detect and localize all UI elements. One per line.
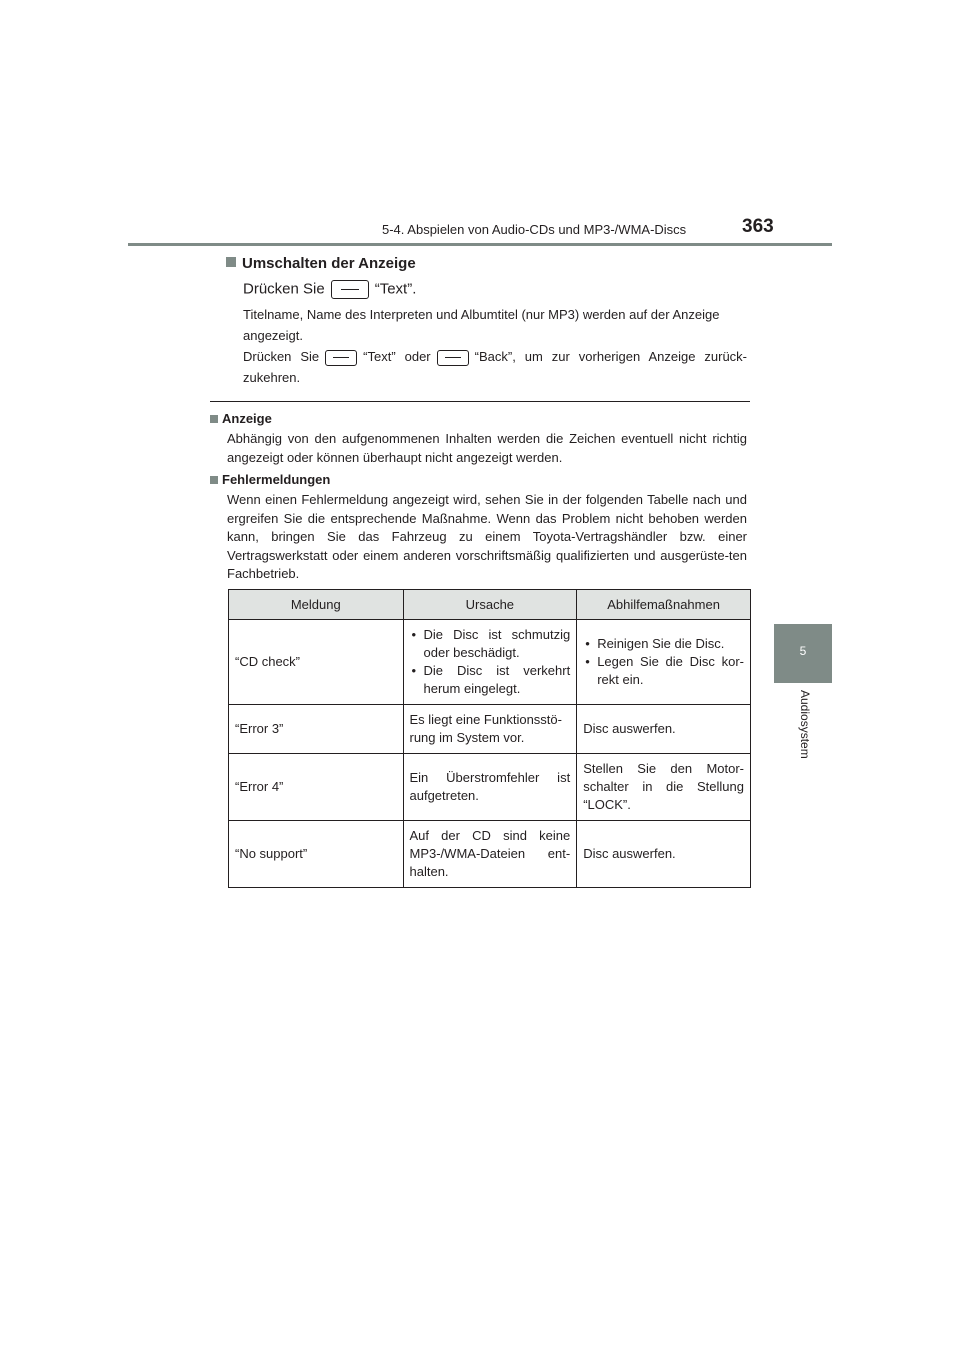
list-item: • Die Disc ist schmutzig oder beschädigt. bbox=[410, 626, 571, 662]
section-paragraph-1: Titelname, Name des Interpreten und Albumtitel (nur MP3) werden auf der Anzeige angezeigt. bbox=[243, 307, 720, 343]
para2-mid: “Text” oder bbox=[363, 349, 431, 364]
chapter-tab bbox=[774, 624, 832, 683]
cell-abhilfe bbox=[577, 620, 751, 705]
cell-ursache: Ein Überstromfehler ist aufgetreten. bbox=[403, 754, 577, 821]
chapter-label bbox=[798, 690, 812, 780]
error-table bbox=[228, 589, 751, 888]
note-text-anzeige: Abhängig von den aufgenommenen Inhalten werden die Zeichen eventuell nicht richtig angezeigt oder können überhaupt nicht angezeigt werden. bbox=[227, 431, 747, 465]
instruction-suffix: “Text”. bbox=[374, 280, 417, 298]
instruction-line bbox=[243, 280, 416, 299]
cell-ursache: Auf der CD sind keine MP3-/WMA-Dateien ent-halten. bbox=[403, 821, 577, 888]
table-row bbox=[229, 754, 751, 821]
square-bullet-icon bbox=[210, 415, 218, 423]
cell-meldung: “No support” bbox=[229, 821, 404, 888]
note-title-fehlermeldungen: Fehlermeldungen bbox=[210, 472, 330, 487]
cell-meldung: “Error 3” bbox=[229, 705, 404, 754]
column-header: Ursache bbox=[403, 590, 577, 620]
list-item: • Die Disc ist verkehrt herum eingelegt. bbox=[410, 662, 571, 698]
softkey-button-icon bbox=[437, 350, 469, 366]
section-paragraph-2 bbox=[243, 346, 747, 388]
page-number: 363 bbox=[742, 216, 774, 237]
chapter-number: 5 bbox=[799, 644, 807, 658]
section-title bbox=[226, 255, 416, 272]
softkey-button-icon bbox=[325, 350, 357, 366]
square-bullet-icon bbox=[226, 257, 236, 267]
section-title-text: Umschalten der Anzeige bbox=[242, 255, 416, 272]
softkey-button-icon bbox=[331, 280, 369, 299]
note-text-fehlermeldungen: Wenn einen Fehlermeldung angezeigt wird, sehen Sie in der folgenden Tabelle nach und ergreifen Sie die entsprechende Maßnahme. Wenn das Problem nicht behoben werden kann, bringen Sie das Fahrzeug zu einem Toyota-Vertragshändler bzw. einer Vertragswerkstatt oder einem anderen vorschriftsmäßig qualifizierten und ausgerüste-ten Fachbetrieb. bbox=[227, 492, 747, 581]
header-rule bbox=[128, 243, 832, 246]
para2-prefix: Drücken Sie bbox=[243, 349, 320, 364]
para2-suffix: “Back”, um zur vorherigen Anzeige zurück-zukehren. bbox=[243, 349, 748, 385]
cell-abhilfe: Disc auswerfen. bbox=[577, 821, 751, 888]
table-row bbox=[229, 705, 751, 754]
header-title: 5-4. Abspielen von Audio-CDs und MP3-/WMA-Discs bbox=[382, 222, 687, 237]
chapter-label-text: Audiosystem bbox=[798, 690, 812, 759]
table-row bbox=[229, 620, 751, 705]
cell-ursache: Es liegt eine Funktionsstö-rung im System vor. bbox=[403, 705, 577, 754]
cell-ursache bbox=[403, 620, 577, 705]
note-title-anzeige: Anzeige bbox=[210, 411, 272, 426]
column-header: Meldung bbox=[229, 590, 404, 620]
table-row bbox=[229, 821, 751, 888]
list-item: • Legen Sie die Disc kor-rekt ein. bbox=[583, 653, 744, 689]
cell-meldung: “Error 4” bbox=[229, 754, 404, 821]
instruction-prefix: Drücken Sie bbox=[243, 280, 325, 298]
cell-abhilfe: Stellen Sie den Motor-schalter in die Stellung “LOCK”. bbox=[577, 754, 751, 821]
square-bullet-icon bbox=[210, 476, 218, 484]
cell-meldung: “CD check” bbox=[229, 620, 404, 705]
table-header-row bbox=[229, 590, 751, 620]
section-divider bbox=[210, 401, 750, 402]
list-item: • Reinigen Sie die Disc. bbox=[583, 635, 744, 653]
column-header: Abhilfemaßnahmen bbox=[577, 590, 751, 620]
cell-abhilfe: Disc auswerfen. bbox=[577, 705, 751, 754]
